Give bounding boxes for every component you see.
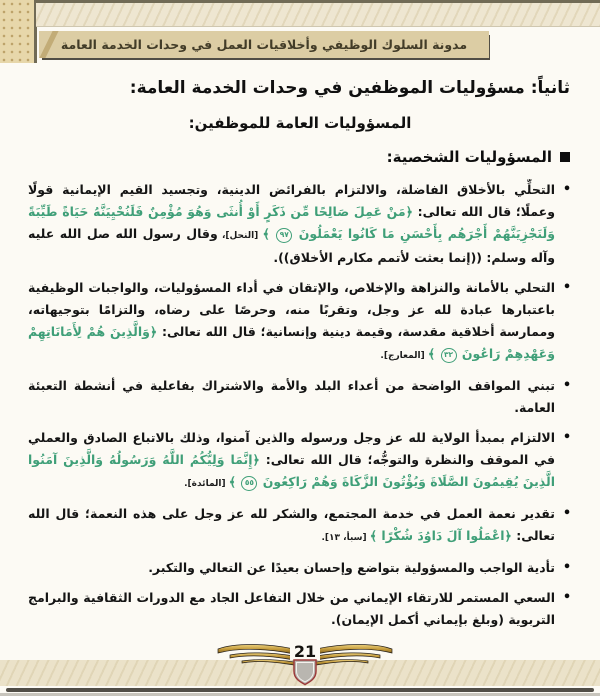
quran-verse: ﴾ (228, 474, 241, 489)
top-decorative-band (36, 0, 600, 27)
bullet-text (28, 179, 555, 269)
quran-verse: ﴾ (427, 346, 440, 361)
bullet-text (28, 587, 555, 631)
surah-reference: [النحل]، (217, 231, 263, 241)
list-item (28, 427, 572, 495)
body-text: وقال رسول الله صل الله عليه وآله وسلم: ((إنما بعثت لأتمم مكارم الأخلاق)). (28, 226, 555, 265)
bullet-text (148, 557, 555, 579)
body-text: التحلي بالأمانة والنزاهة والإخلاص، والإتقان في أداء المسؤوليات، والواجبات الوظيفية باعتبارها عبادة لله عز وجل، وتقربًا منه، وحرصًا على رضاه، والتزامًا بتوجيهاته، وممارسة أخلاقية مقدسة، وقيمة دينية وإنسانية؛ قال الله تعالى: (28, 280, 555, 339)
body-text: تبني المواقف الواضحة من أعداء البلد والأمة والاشتراك بفاعلية في أنشطة التعبئة العامة. (28, 378, 555, 415)
bullet-text (28, 427, 555, 495)
body-text: الالتزام بمبدأ الولاية لله عز وجل ورسوله والذين آمنوا، وذلك بالاتباع الصادق والعملي في الموقف والنظرة والتوجُّه؛ قال الله تعالى: (28, 430, 556, 467)
bullet-text (28, 277, 555, 367)
wings-shield-graphic (210, 641, 400, 689)
bullet-text (28, 375, 555, 419)
quran-verse: ﴿وَالَّذِينَ هُمْ لِأَمَانَاتِهِمْ وَعَهْدِهِمْ رَاعُونَ (28, 324, 555, 361)
bullet-icon: • (562, 182, 572, 197)
bullet-list (28, 179, 572, 642)
page-number-emblem (210, 641, 400, 689)
body-text: التحلِّي بالأخلاق الفاضلة، والالتزام بالفرائض الدينية، وتجسيد القيم الإيمانية قولًا وعملًا؛ قال الله تعالى: (28, 182, 555, 219)
body-text: السعي المستمر للارتقاء الإيماني من خلال التفاعل الجاد مع الدورات الثقافية والبرامج التربوية (وبلغ بإيماني أكمل الإيمان). (28, 590, 555, 627)
bullet-icon: • (562, 430, 572, 445)
quran-verse: ﴿مَنْ عَمِلَ صَالِحًا مِّن ذَكَرٍ أَوْ أُنثَى وَهُوَ مُؤْمِنٌ فَلَنُحْيِيَنَّهُ حَيَاةً طَيِّبَةً وَلَنَجْزِيَنَّهُمْ أَجْرَهُم بِأَحْسَنِ مَا كَانُوا يَعْمَلُونَ (28, 204, 555, 241)
section-heading (387, 148, 570, 166)
bullet-icon: • (562, 590, 572, 605)
page-title: ثانياً: مسؤوليات الموظفين في وحدات الخدمة العامة: (129, 78, 570, 98)
quran-verse: ﴾ (262, 226, 276, 241)
list-item (28, 277, 572, 367)
ayah-number-icon: ٩٧ (276, 228, 292, 243)
list-item (28, 587, 572, 631)
right-wing-icon (316, 645, 392, 666)
square-bullet-icon (560, 152, 570, 162)
banner-slash-decoration (39, 31, 58, 58)
ayah-number-icon: ٥٥ (241, 476, 257, 491)
list-item (28, 179, 572, 269)
surah-reference: [المعارج]. (380, 351, 428, 361)
surah-reference: [المائدة]. (184, 479, 229, 489)
body-text: تقدير نعمة العمل في خدمة المجتمع، والشكر لله عز وجل على هذه النعمة؛ قال الله تعالى: (28, 506, 555, 543)
header-banner (39, 31, 489, 58)
quran-verse: ﴿إِنَّمَا وَلِيُّكُمُ اللَّهُ وَرَسُولُهُ وَالَّذِينَ آمَنُوا الَّذِينَ يُقِيمُونَ الصَّلَاةَ وَيُؤْتُونَ الزَّكَاةَ وَهُمْ رَاكِعُونَ (28, 452, 555, 489)
banner-title: مدونة السلوك الوظيفي وأخلاقيات العمل في وحدات الخدمة العامة (60, 37, 468, 52)
bullet-icon: • (562, 378, 572, 393)
bullet-icon: • (562, 280, 572, 295)
bullet-icon: • (562, 506, 572, 521)
list-item (28, 503, 572, 549)
ayah-number-icon: ٣٢ (441, 348, 457, 363)
bullet-text (28, 503, 555, 549)
shield-icon (294, 660, 316, 685)
page-subtitle: المسؤوليات العامة للموظفين: (188, 114, 412, 132)
page-number: 21 (293, 642, 317, 661)
list-item (28, 557, 572, 579)
body-text: تأدية الواجب والمسؤولية بتواضع وإحسان بعيدًا عن التعالي والتكبر. (148, 560, 555, 575)
surah-reference: [سبأ، ١٣]. (321, 533, 370, 543)
list-item (28, 375, 572, 419)
corner-dots-pattern (0, 0, 37, 63)
section-heading-label: المسؤوليات الشخصية: (386, 148, 552, 166)
left-wing-icon (218, 645, 294, 666)
bullet-icon: • (562, 560, 572, 575)
quran-verse: ﴿اعْمَلُوا آلَ دَاوُدَ شُكْرًا ﴾ (369, 528, 512, 543)
